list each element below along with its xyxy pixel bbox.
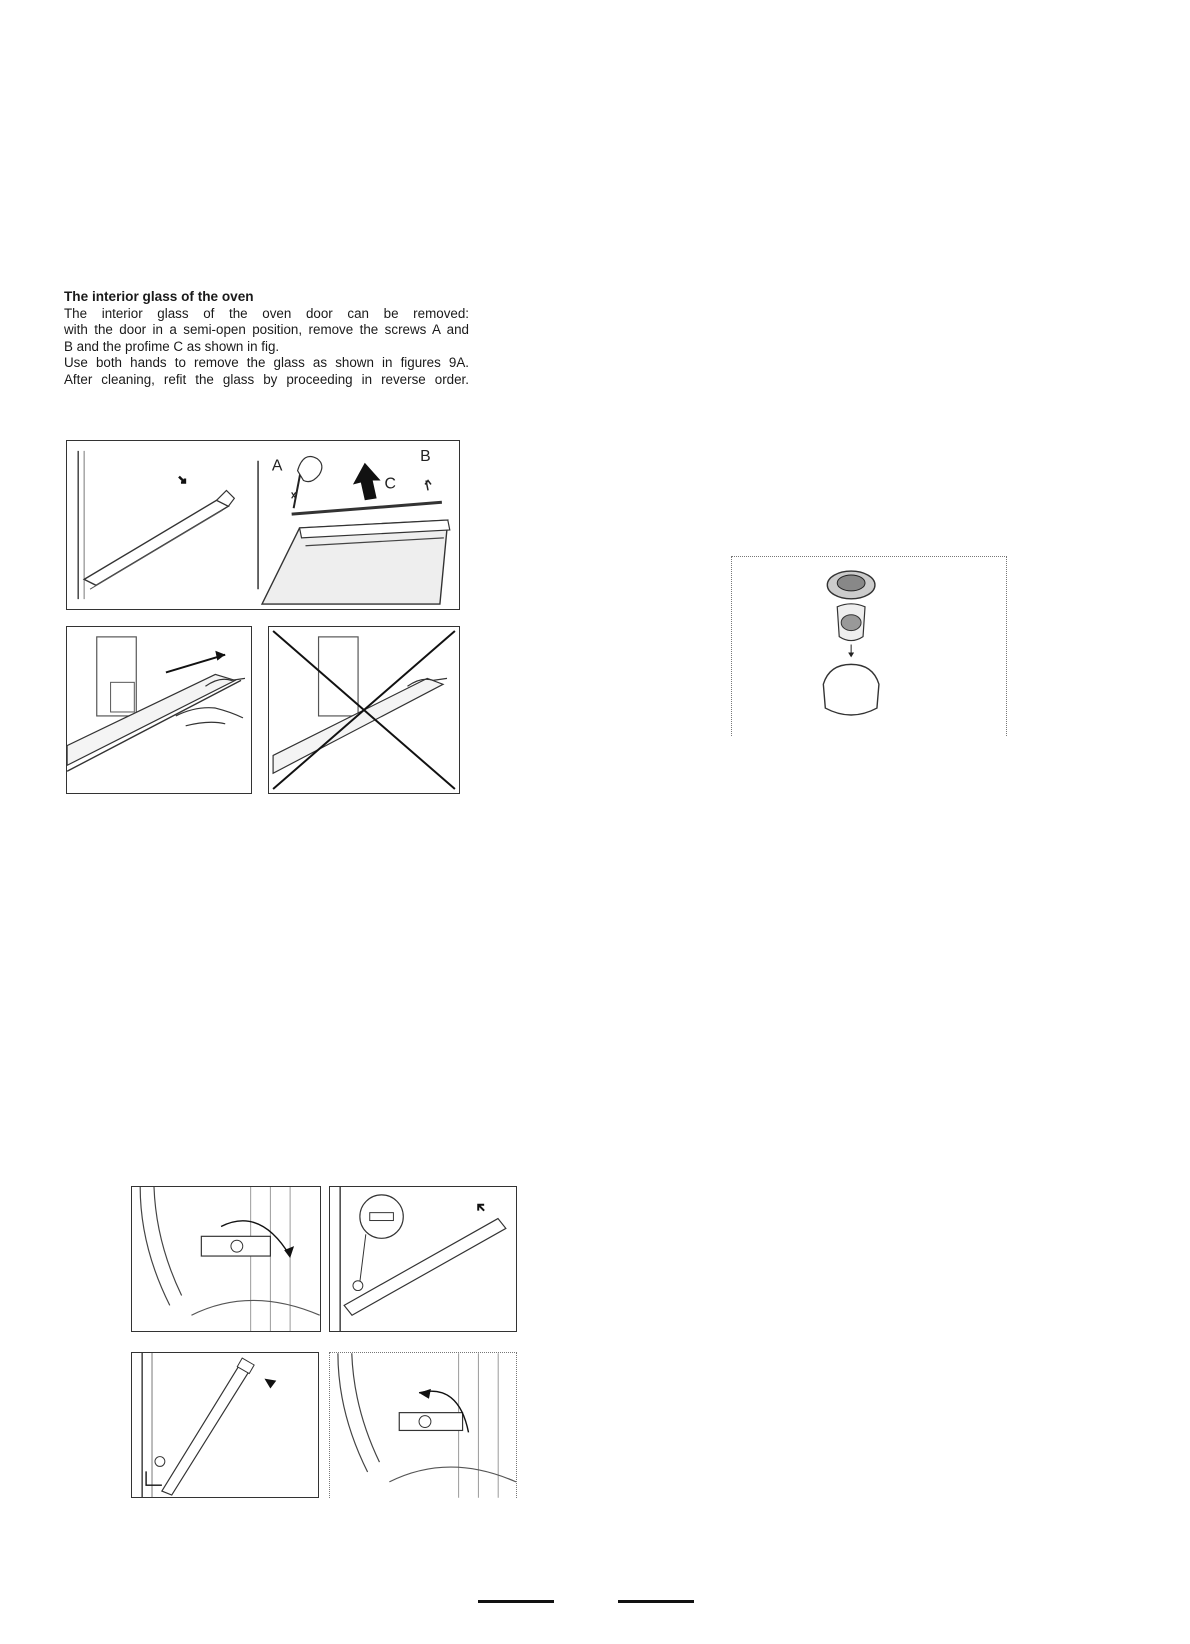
door-screws-illustration (67, 441, 459, 609)
hinge-step-3-illustration (132, 1353, 318, 1497)
instruction-line-3: B and the profime C as shown in fig. (64, 338, 280, 354)
label-c: C (384, 475, 396, 493)
figure-hinge-step-3 (131, 1352, 319, 1498)
figure-hinge-step-2 (329, 1186, 517, 1332)
hinge-step-2-illustration (330, 1187, 516, 1331)
instruction-line-1: The interior glass of the oven door can be removed: (64, 305, 469, 321)
figure-hinge-step-1 (131, 1186, 321, 1332)
figure-lamp-replacement (731, 556, 1007, 736)
hinge-step-4-illustration (330, 1353, 516, 1498)
label-a: A (271, 457, 283, 475)
interior-glass-section (64, 289, 469, 389)
hinge-step-1-illustration (132, 1187, 320, 1331)
figure-glass-removal-incorrect (268, 626, 460, 794)
label-b: B (420, 447, 431, 465)
footer-rule-right (618, 1600, 694, 1603)
figure-door-screws (66, 440, 460, 610)
glass-removal-incorrect-illustration (269, 627, 459, 793)
footer-rule-left (478, 1600, 554, 1603)
instruction-line-2: with the door in a semi-open position, remove the screws A and (64, 322, 469, 338)
instruction-line-5: After cleaning, refit the glass by proceeding in reverse order. (64, 371, 469, 387)
lamp-replacement-illustration (732, 557, 1006, 736)
glass-removal-correct-illustration (67, 627, 251, 793)
section-title: The interior glass of the oven (64, 289, 254, 304)
figure-hinge-step-4 (329, 1352, 517, 1498)
figure-glass-removal-correct (66, 626, 252, 794)
instruction-line-4: Use both hands to remove the glass as shown in figures 9A. (64, 355, 469, 371)
